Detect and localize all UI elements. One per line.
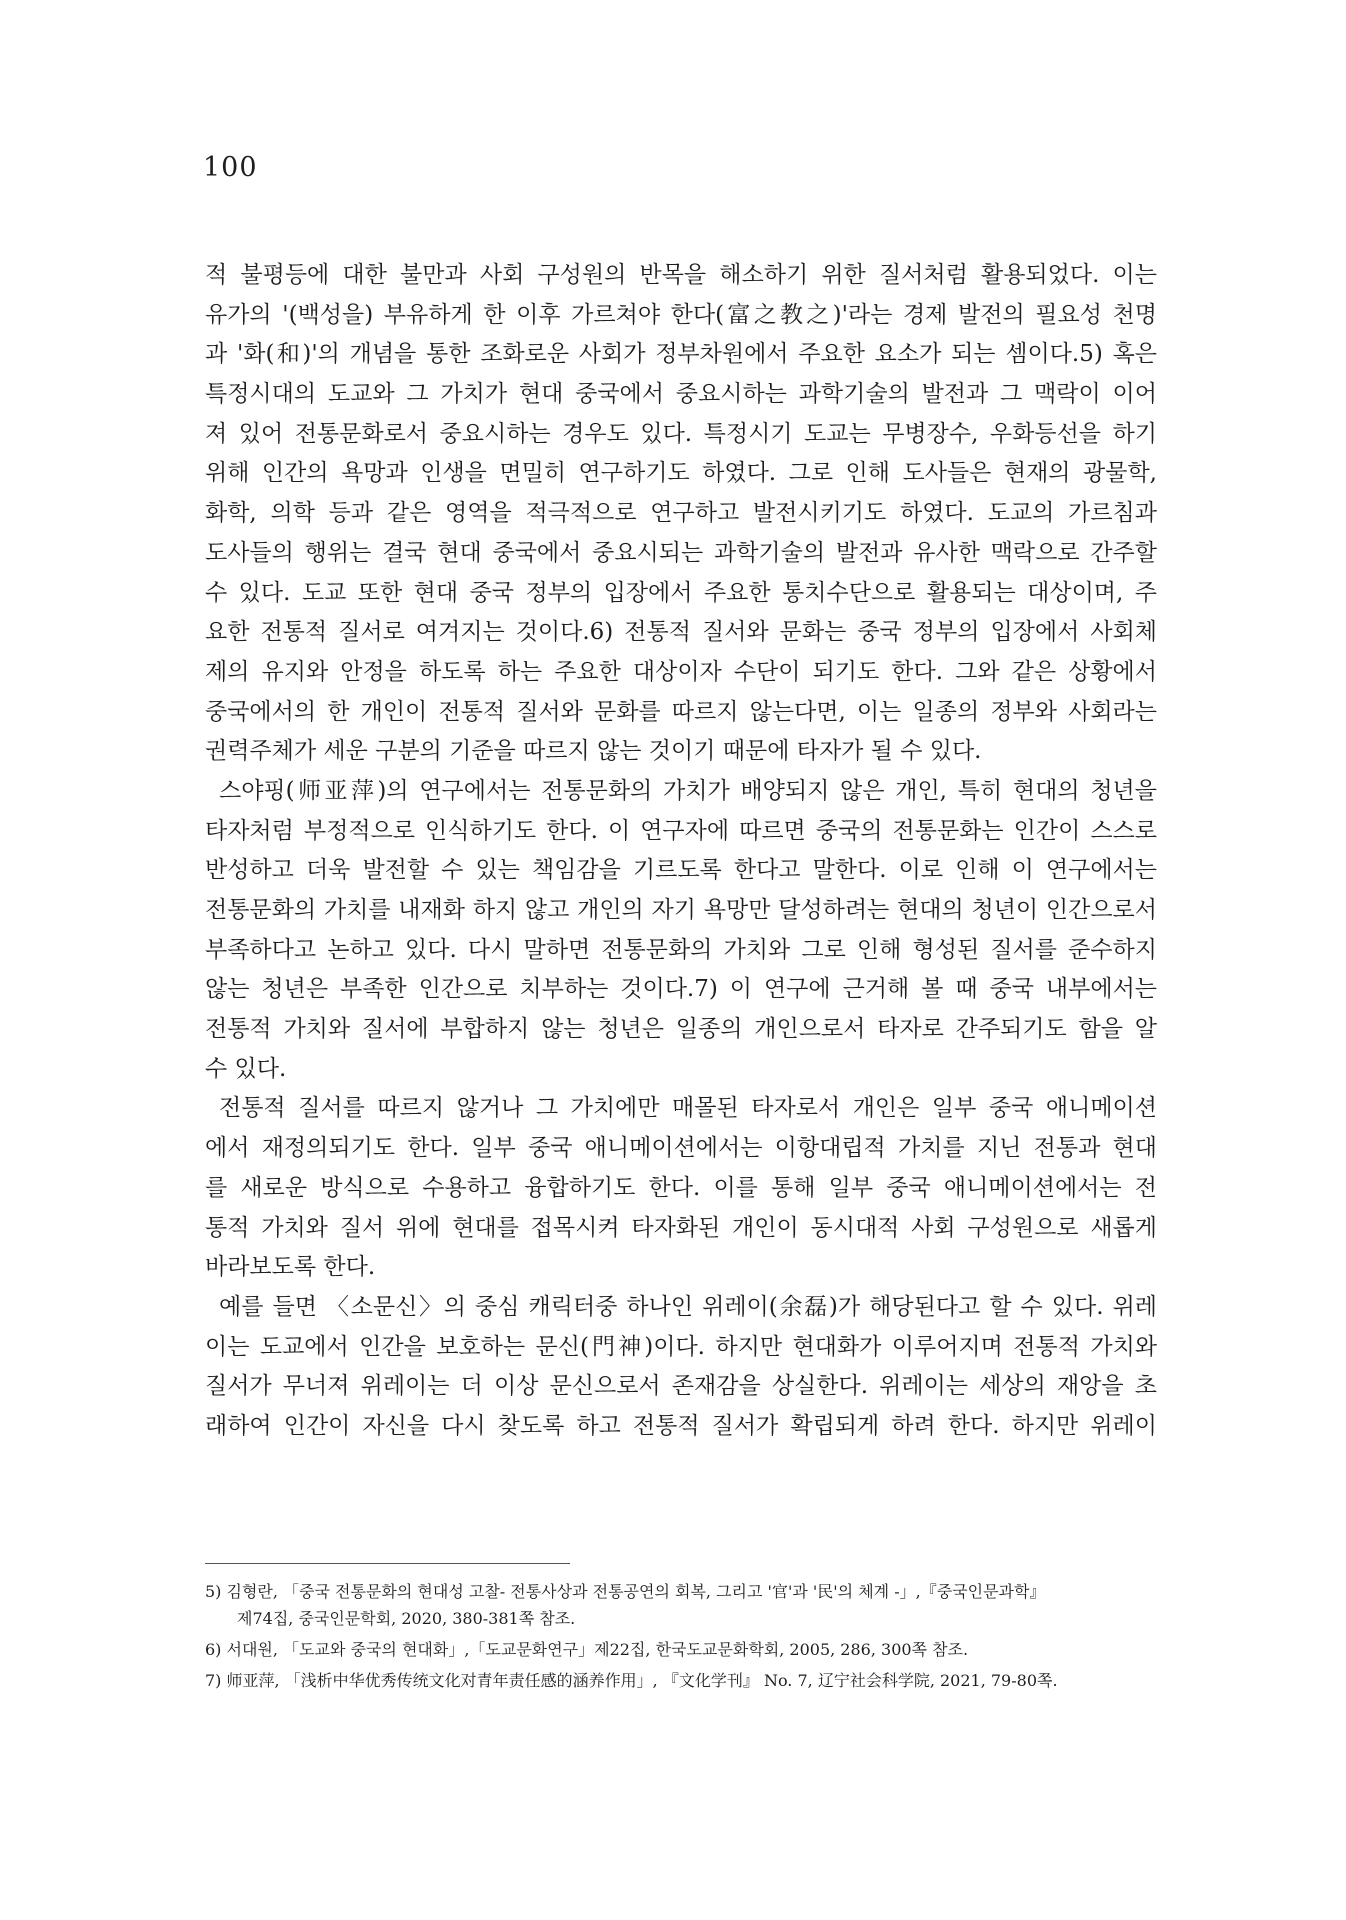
body-line: 수 있다. (205, 1055, 287, 1082)
footnote-6: 6) 서대원, 「도교와 중국의 현대화」,「도교문화연구」제22집, 한국도교문화학회, 2005, 286, 300쪽 참조. (205, 1640, 969, 1659)
body-line: 통적 가치와 질서 위에 현대를 접목시켜 타자화된 개인이 동시대적 사회 구성원으로 새롭게 (205, 1214, 1157, 1241)
body-line: 에서 재정의되기도 한다. 일부 중국 애니메이션에서는 이항대립적 가치를 지닌 전통과 현대 (205, 1135, 1157, 1162)
body-line: 래하여 인간이 자신을 다시 찾도록 하고 전통적 질서가 확립되게 하려 한다. 하지만 위레이 (205, 1412, 1157, 1439)
body-line: 도사들의 행위는 결국 현대 중국에서 중요시되는 과학기술의 발전과 유사한 맥락으로 간주할 (205, 539, 1157, 566)
body-line: 권력주체가 세운 구분의 기준을 따르지 않는 것이기 때문에 타자가 될 수 있다. (205, 738, 982, 765)
body-line: 반성하고 더욱 발전할 수 있는 책임감을 기르도록 한다고 말한다. 이로 인해 이 연구에서는 (205, 857, 1157, 884)
body-line: 부족하다고 논하고 있다. 다시 말하면 전통문화의 가치와 그로 인해 형성된 질서를 준수하지 (205, 936, 1157, 963)
body-line: 스야핑(师亚萍)의 연구에서는 전통문화의 가치가 배양되지 않은 개인, 특히 현대의 청년을 (219, 777, 1157, 804)
body-line: 전통문화의 가치를 내재화 하지 않고 개인의 자기 욕망만 달성하려는 현대의 청년이 인간으로서 (205, 897, 1157, 923)
body-line: 이는 도교에서 인간을 보호하는 문신(門神)이다. 하지만 현대화가 이루어지며 전통적 가치와 (205, 1333, 1157, 1360)
footnote-5: 5) 김형란, 「중국 전통문화의 현대성 고찰- 전통사상과 전통공연의 회복, 그리고 '官'과 '民'의 체계 -」,『중국인문과학』 (205, 1582, 1046, 1601)
body-line: 특정시대의 도교와 그 가치가 현대 중국에서 중요시하는 과학기술의 발전과 그 맥락이 이어 (205, 381, 1157, 408)
body-line: 않는 청년은 부족한 인간으로 치부하는 것이다.7) 이 연구에 근거해 볼 때 중국 내부에서는 (205, 976, 1157, 1003)
body-line: 예를 들면 〈소문신〉의 중심 캐릭터중 하나인 위레이(余磊)가 해당된다고 할 수 있다. 위레 (219, 1293, 1157, 1320)
body-text (205, 256, 1157, 1447)
body-line: 화학, 의학 등과 같은 영역을 적극적으로 연구하고 발전시키기도 하였다. 도교의 가르침과 (205, 500, 1157, 527)
body-line: 요한 전통적 질서로 여겨지는 것이다.6) 전통적 질서와 문화는 중국 정부의 입장에서 사회체 (205, 619, 1157, 646)
body-line: 위해 인간의 욕망과 인생을 면밀히 연구하기도 하였다. 그로 인해 도사들은 현재의 광물학, (205, 460, 1157, 487)
body-line: 유가의 '(백성을) 부유하게 한 이후 가르쳐야 한다(富之教之)'라는 경제 발전의 필요성 천명 (205, 301, 1157, 328)
body-line: 져 있어 전통문화로서 중요시하는 경우도 있다. 특정시기 도교는 무병장수, 우화등선을 하기 (205, 420, 1157, 447)
footnotes (205, 1578, 1157, 1694)
body-line: 적 불평등에 대한 불만과 사회 구성원의 반목을 해소하기 위한 질서처럼 활용되었다. 이는 (205, 262, 1157, 288)
body-line: 바라보도록 한다. (205, 1254, 376, 1281)
body-line: 수 있다. 도교 또한 현대 중국 정부의 입장에서 주요한 통치수단으로 활용되는 대상이며, 주 (205, 579, 1157, 606)
body-line: 타자처럼 부정적으로 인식하기도 한다. 이 연구자에 따르면 중국의 전통문화는 인간이 스스로 (205, 817, 1157, 844)
body-line: 전통적 가치와 질서에 부합하지 않는 청년은 일종의 개인으로서 타자로 간주되기도 함을 알 (205, 1016, 1157, 1043)
footnote-divider (205, 1563, 570, 1564)
body-line: 전통적 질서를 따르지 않거나 그 가치에만 매몰된 타자로서 개인은 일부 중국 애니메이션 (219, 1095, 1157, 1122)
footnote-5-continued: 제74집, 중국인문학회, 2020, 380-381쪽 참조. (237, 1609, 576, 1628)
body-line: 질서가 무너져 위레이는 더 이상 문신으로서 존재감을 상실한다. 위레이는 세상의 재앙을 초 (205, 1373, 1157, 1400)
body-line: 과 '화(和)'의 개념을 통한 조화로운 사회가 정부차원에서 주요한 요소가 되는 셈이다.5) 혹은 (205, 341, 1157, 368)
footnote-7: 7) 师亚萍, 「浅析中华优秀传统文化对青年责任感的涵养作用」, 『文化学刊』 No. 7, 辽宁社会科学院, 2021, 79-80쪽. (205, 1671, 1058, 1690)
page-number: 100 (203, 152, 258, 183)
body-line: 제의 유지와 안정을 하도록 하는 주요한 대상이자 수단이 되기도 한다. 그와 같은 상황에서 (205, 658, 1157, 685)
body-line: 를 새로운 방식으로 수용하고 융합하기도 한다. 이를 통해 일부 중국 애니메이션에서는 전 (205, 1174, 1157, 1201)
body-line: 중국에서의 한 개인이 전통적 질서와 문화를 따르지 않는다면, 이는 일종의 정부와 사회라는 (205, 698, 1157, 725)
